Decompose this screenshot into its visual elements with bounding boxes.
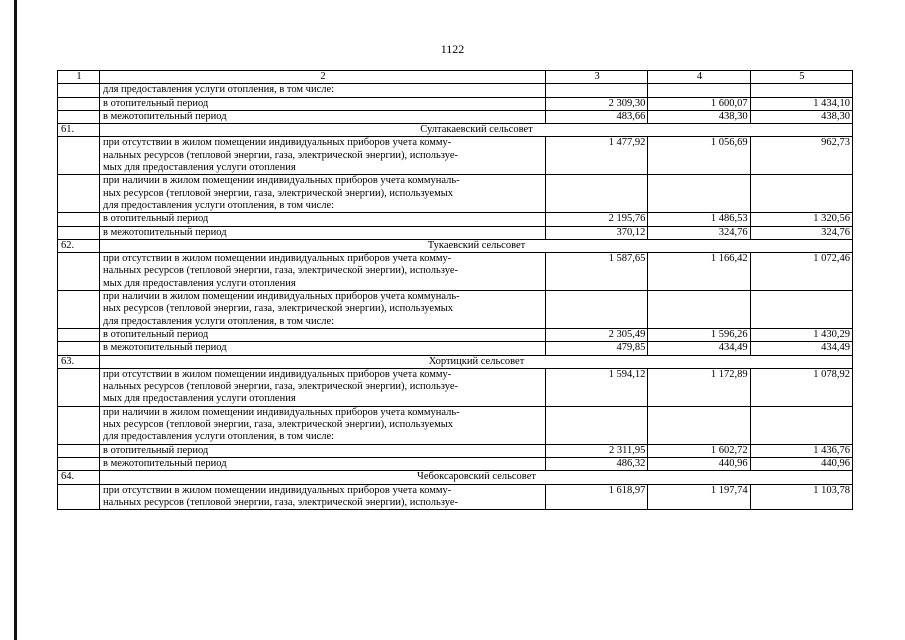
num-cell (58, 226, 100, 239)
section-number: 63. (58, 355, 100, 368)
description-line: при наличии в жилом помещении индивидуальных приборов учета коммуналь- (103, 406, 460, 418)
value-cell-col4: 1 172,89 (648, 368, 750, 406)
table-row-continuation-intro (58, 84, 853, 97)
section-name: Тукаевский сельсовет (100, 239, 853, 252)
table-row-present-meters (58, 175, 853, 213)
description-cell: в отопительный период (100, 328, 546, 341)
value-cell-col4: 438,30 (648, 110, 750, 123)
table-row-absent-meters (58, 253, 853, 291)
value-cell-col4: 440,96 (648, 457, 750, 470)
value-cell-col3: 1 594,12 (546, 368, 648, 406)
value-cell-col4: 1 166,42 (648, 253, 750, 291)
description-cell (100, 484, 546, 510)
table-header-row (58, 71, 853, 84)
table-row-offseason (58, 342, 853, 355)
table-row-offseason (58, 226, 853, 239)
value-cell-col3: 486,32 (546, 457, 648, 470)
scan-edge-line (14, 0, 17, 640)
value-cell-col4 (648, 406, 750, 444)
description-line: при отсутствии в жилом помещении индивидуальных приборов учета комму- (103, 484, 452, 496)
table-row-heating (58, 213, 853, 226)
section-header-row (58, 239, 853, 252)
value-cell-col3 (546, 406, 648, 444)
value-cell-col3: 1 618,97 (546, 484, 648, 510)
description-line: для предоставления услуги отопления, в том числе: (103, 199, 335, 211)
value-cell-col3 (546, 291, 648, 329)
description-line: нальных ресурсов (тепловой энергии, газа, электрической энергии), используе- (103, 265, 458, 277)
table-row-absent-meters (58, 368, 853, 406)
description-line: нальных ресурсов (тепловой энергии, газа, электрической энергии), используе- (103, 381, 458, 393)
description-line: нальных ресурсов (тепловой энергии, газа, электрической энергии), используе- (103, 149, 458, 161)
description-cell: в межотопительный период (100, 342, 546, 355)
description-line: для предоставления услуги отопления, в том числе: (103, 431, 335, 443)
value-cell-col3: 1 477,92 (546, 137, 648, 175)
section-name: Хортицкий сельсовет (100, 355, 853, 368)
value-cell-col5: 1 078,92 (750, 368, 852, 406)
header-col-4: 4 (648, 71, 750, 84)
value-cell-col3 (546, 175, 648, 213)
value-cell-col5: 434,49 (750, 342, 852, 355)
description-cell: в отопительный период (100, 444, 546, 457)
num-cell (58, 253, 100, 291)
table-row-absent-meters (58, 137, 853, 175)
num-cell (58, 213, 100, 226)
header-col-2: 2 (100, 71, 546, 84)
description-cell: в межотопительный период (100, 226, 546, 239)
value-cell-col4 (648, 84, 750, 97)
num-cell (58, 484, 100, 510)
value-cell-col5: 438,30 (750, 110, 852, 123)
description-cell (100, 291, 546, 329)
table-row-heating (58, 328, 853, 341)
value-cell-col3: 2 195,76 (546, 213, 648, 226)
value-cell-col3: 2 305,49 (546, 328, 648, 341)
value-cell-col3: 1 587,65 (546, 253, 648, 291)
num-cell (58, 175, 100, 213)
num-cell (58, 368, 100, 406)
description-line: нальных ресурсов (тепловой энергии, газа, электрической энергии), используе- (103, 496, 458, 508)
description-line: мых для предоставления услуги отопления (103, 393, 296, 405)
description-cell (100, 253, 546, 291)
value-cell-col5 (750, 175, 852, 213)
value-cell-col3: 2 309,30 (546, 97, 648, 110)
value-cell-col3: 483,66 (546, 110, 648, 123)
value-cell-col4: 1 486,53 (648, 213, 750, 226)
value-cell-col5: 1 072,46 (750, 253, 852, 291)
num-cell (58, 97, 100, 110)
description-cell: в межотопительный период (100, 457, 546, 470)
value-cell-col5: 1 434,10 (750, 97, 852, 110)
num-cell (58, 444, 100, 457)
num-cell (58, 328, 100, 341)
value-cell-col4: 1 602,72 (648, 444, 750, 457)
description-cell: в отопительный период (100, 97, 546, 110)
section-number: 61. (58, 124, 100, 137)
table-row-heating (58, 97, 853, 110)
page-number: 1122 (440, 42, 465, 56)
value-cell-col3 (546, 84, 648, 97)
section-number: 62. (58, 239, 100, 252)
description-line: при отсутствии в жилом помещении индивидуальных приборов учета комму- (103, 253, 452, 265)
description-cell: в межотопительный период (100, 110, 546, 123)
value-cell-col4: 1 197,74 (648, 484, 750, 510)
description-line: ных ресурсов (тепловой энергии, газа, электрической энергии), используемых (103, 419, 454, 431)
description-cell (100, 406, 546, 444)
description-line: при наличии в жилом помещении индивидуальных приборов учета коммуналь- (103, 291, 460, 303)
section-header-row (58, 471, 853, 484)
value-cell-col5: 1 320,56 (750, 213, 852, 226)
description-line: при наличии в жилом помещении индивидуальных приборов учета коммуналь- (103, 175, 460, 187)
section-name: Чебоксаровский сельсовет (100, 471, 853, 484)
header-col-1: 1 (58, 71, 100, 84)
description-cell: в отопительный период (100, 213, 546, 226)
num-cell (58, 291, 100, 329)
value-cell-col3: 370,12 (546, 226, 648, 239)
value-cell-col4 (648, 175, 750, 213)
value-cell-col5: 962,73 (750, 137, 852, 175)
value-cell-col5 (750, 84, 852, 97)
num-cell (58, 84, 100, 97)
section-header-row (58, 124, 853, 137)
value-cell-col4: 1 056,69 (648, 137, 750, 175)
num-cell (58, 342, 100, 355)
value-cell-col5 (750, 406, 852, 444)
description-line: ных ресурсов (тепловой энергии, газа, электрической энергии), используемых (103, 303, 454, 315)
description-line: при отсутствии в жилом помещении индивидуальных приборов учета комму- (103, 137, 452, 149)
value-cell-col4 (648, 291, 750, 329)
value-cell-col5: 1 430,29 (750, 328, 852, 341)
tariff-table (57, 70, 853, 510)
table-row-present-meters (58, 291, 853, 329)
value-cell-col4: 1 600,07 (648, 97, 750, 110)
section-name: Султакаевский сельсовет (100, 124, 853, 137)
value-cell-col3: 2 311,95 (546, 444, 648, 457)
section-number: 64. (58, 471, 100, 484)
value-cell-col5: 440,96 (750, 457, 852, 470)
num-cell (58, 406, 100, 444)
table-row-offseason (58, 457, 853, 470)
description-line: при отсутствии в жилом помещении индивидуальных приборов учета комму- (103, 368, 452, 380)
value-cell-col5: 1 436,76 (750, 444, 852, 457)
header-col-5: 5 (750, 71, 852, 84)
description-cell (100, 368, 546, 406)
description-line: ных ресурсов (тепловой энергии, газа, электрической энергии), используемых (103, 187, 454, 199)
num-cell (58, 457, 100, 470)
value-cell-col5: 1 103,78 (750, 484, 852, 510)
value-cell-col3: 479,85 (546, 342, 648, 355)
description-cell: для предоставления услуги отопления, в том числе: (100, 84, 546, 97)
description-cell (100, 137, 546, 175)
table-row-offseason (58, 110, 853, 123)
description-line: мых для предоставления услуги отопления (103, 162, 296, 174)
section-header-row (58, 355, 853, 368)
num-cell (58, 110, 100, 123)
value-cell-col5: 324,76 (750, 226, 852, 239)
value-cell-col5 (750, 291, 852, 329)
value-cell-col4: 434,49 (648, 342, 750, 355)
table-row-present-meters (58, 406, 853, 444)
description-line: мых для предоставления услуги отопления (103, 277, 296, 289)
value-cell-col4: 1 596,26 (648, 328, 750, 341)
description-line: для предоставления услуги отопления, в том числе: (103, 315, 335, 327)
table-row-absent-meters (58, 484, 853, 510)
value-cell-col4: 324,76 (648, 226, 750, 239)
num-cell (58, 137, 100, 175)
table-row-heating (58, 444, 853, 457)
description-cell (100, 175, 546, 213)
header-col-3: 3 (546, 71, 648, 84)
